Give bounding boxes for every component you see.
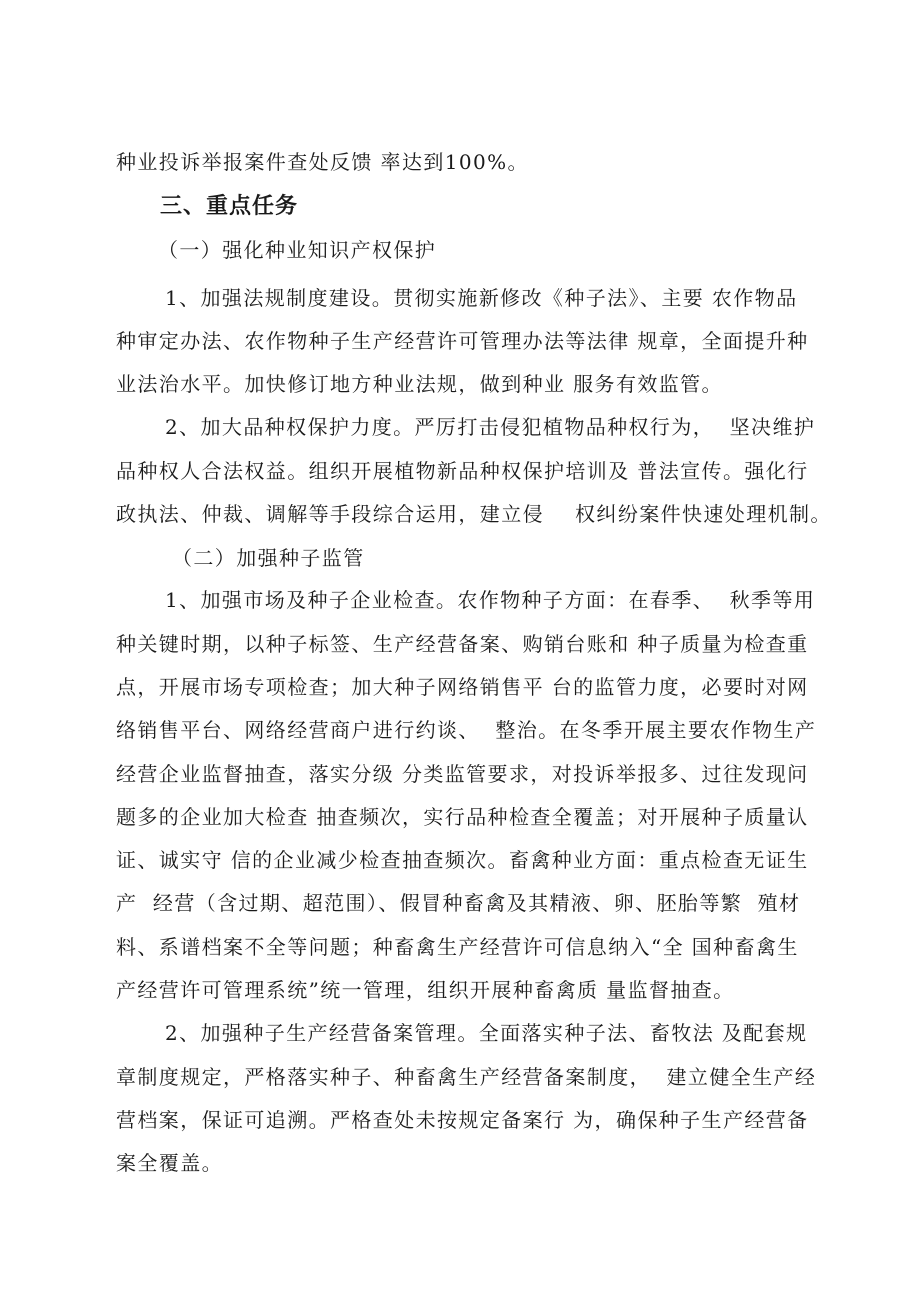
paragraph-line: 政执法、仲裁、调解等手段综合运用，建立侵 权纠纷案件快速处理机制。	[116, 502, 832, 526]
paragraph-line: 产 经营（含过期、超范围）、假冒种畜禽及其精液、卵、胚胎等繁 殖材	[116, 891, 801, 915]
paragraph-line: 络销售平台、网络经营商户进行约谈、 整治。在冬季开展主要农作物生产	[116, 718, 817, 742]
paragraph-line: 2、加强种子生产经营备案管理。全面落实种子法、畜牧法 及配套规	[165, 1021, 808, 1045]
paragraph-line: 1、加强法规制度建设。贯彻实施新修改《种子法》、主要 农作物品	[165, 286, 798, 310]
subsection-2-title: （二）加强种子监管	[172, 546, 365, 570]
paragraph-line: 章制度规定，严格落实种子、种畜禽生产经营备案制度， 建立健全生产经	[116, 1065, 817, 1089]
paragraph-line: 种关键时期，以种子标签、生产经营备案、购销台账和 种子质量为检查重	[116, 632, 809, 656]
paragraph-line: 经营企业监督抽查，落实分级 分类监管要求，对投诉举报多、过往发现问	[116, 762, 809, 786]
paragraph-line: 2、加大品种权保护力度。严厉打击侵犯植物品种权行为， 坚决维护	[165, 415, 816, 439]
paragraph-line: 种审定办法、农作物种子生产经营许可管理办法等法律 规章，全面提升种	[116, 329, 809, 353]
section-heading: 三、重点任务	[160, 194, 299, 219]
intro-line: 种业投诉举报案件查处反馈 率达到100%。	[116, 150, 529, 174]
paragraph-line: 业法治水平。加快修订地方种业法规，做到种业 服务有效监管。	[116, 372, 723, 396]
paragraph-line: 题多的企业加大检查 抽查频次，实行品种检查全覆盖；对开展种子质量认	[116, 805, 809, 829]
paragraph-line: 产经营许可管理系统”统一管理，组织开展种畜禽质 量监督抽查。	[116, 978, 735, 1002]
paragraph-line: 料、系谱档案不全等问题；种畜禽生产经营许可信息纳入“全 国种畜禽生	[116, 935, 799, 959]
paragraph-line: 证、诚实守 信的企业减少检查抽查频次。畜禽种业方面：重点检查无证生	[116, 848, 809, 872]
paragraph-line: 1、加强市场及种子企业检查。农作物种子方面：在春季、 秋季等用	[165, 588, 816, 612]
subsection-1-title: （一）强化种业知识产权保护	[158, 238, 437, 262]
paragraph-line: 品种权人合法权益。组织开展植物新品种权保护培训及 普法宣传。强化行	[116, 459, 809, 483]
paragraph-line: 营档案，保证可追溯。严格查处未按规定备案行 为，确保种子生产经营备	[116, 1108, 809, 1132]
paragraph-line: 案全覆盖。	[116, 1151, 223, 1175]
paragraph-line: 点，开展市场专项检查；加大种子网络销售平 台的监管力度，必要时对网	[116, 675, 809, 699]
